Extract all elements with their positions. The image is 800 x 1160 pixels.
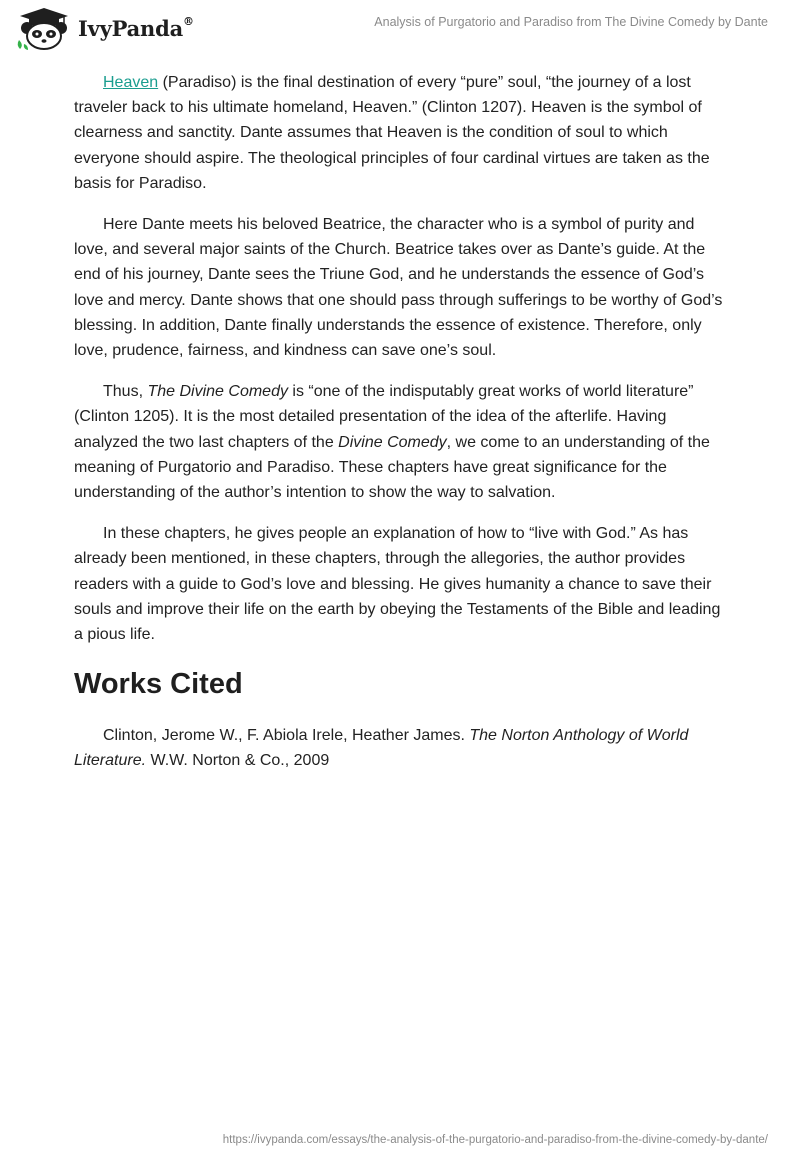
- panda-logo-icon: [14, 6, 74, 50]
- page-header: [0, 0, 800, 60]
- heaven-link[interactable]: Heaven: [103, 74, 159, 91]
- paragraph-4: In these chapters, he gives people an explanation of how to “live with God.” As has already been mentioned, in these chapters, through the allegories, the author provides readers with a guide to God’s love and blessing. He gives humanity a chance to save their souls and improve their life on the earth by obeying the Testaments of the Bible and leading a pious life.: [74, 525, 721, 644]
- logo[interactable]: [14, 6, 194, 50]
- paragraph-2: Here Dante meets his beloved Beatrice, the character who is a symbol of purity and love, and several major saints of the Church. Beatrice takes over as Dante’s guide. At the end of his journey, Dante sees the Triune God, and he understands the essence of God’s love and mercy. Dante shows that one should pass through sufferings to be worthy of God’s blessing. In addition, Dante finally understands the essence of existence. Therefore, only love, prudence, fairness, and kindness can save one’s soul.: [74, 216, 723, 360]
- paragraph-3: Thus, The Divine Comedy is “one of the indisputably great works of world literature” (Clinton 1205). It is the most detailed presentation of the idea of the afterlife. Having analyzed the two last chapters of the Divine Comedy, we come to an understanding of the meaning of Purgatorio and Paradiso. These chapters have great significance for the understanding of the author’s intention to show the way to salvation.: [74, 383, 710, 502]
- paragraph-1: Heaven (Paradiso) is the final destination of every “pure” soul, “the journey of a lost traveler back to his ultimate homeland, Heaven.” (Clinton 1207). Heaven is the symbol of clearness and sanctity. Dante assumes that Heaven is the condition of soul to which everyone should aspire. The theological principles of four cardinal virtues are taken as the basis for Paradiso.: [74, 74, 710, 192]
- brand-name: IvyPanda®: [78, 14, 194, 41]
- citation-entry: Clinton, Jerome W., F. Abiola Irele, Heather James. The Norton Anthology of World Literature. W.W. Norton & Co., 2009: [74, 727, 689, 770]
- works-cited-heading: Works Cited: [74, 668, 243, 701]
- source-url[interactable]: https://ivypanda.com/essays/the-analysis-of-the-purgatorio-and-paradiso-from-the-divine-comedy-by-dante/: [222, 1134, 768, 1146]
- essay-content: [74, 70, 726, 790]
- document-title: Analysis of Purgatorio and Paradiso from The Divine Comedy by Dante: [374, 15, 768, 29]
